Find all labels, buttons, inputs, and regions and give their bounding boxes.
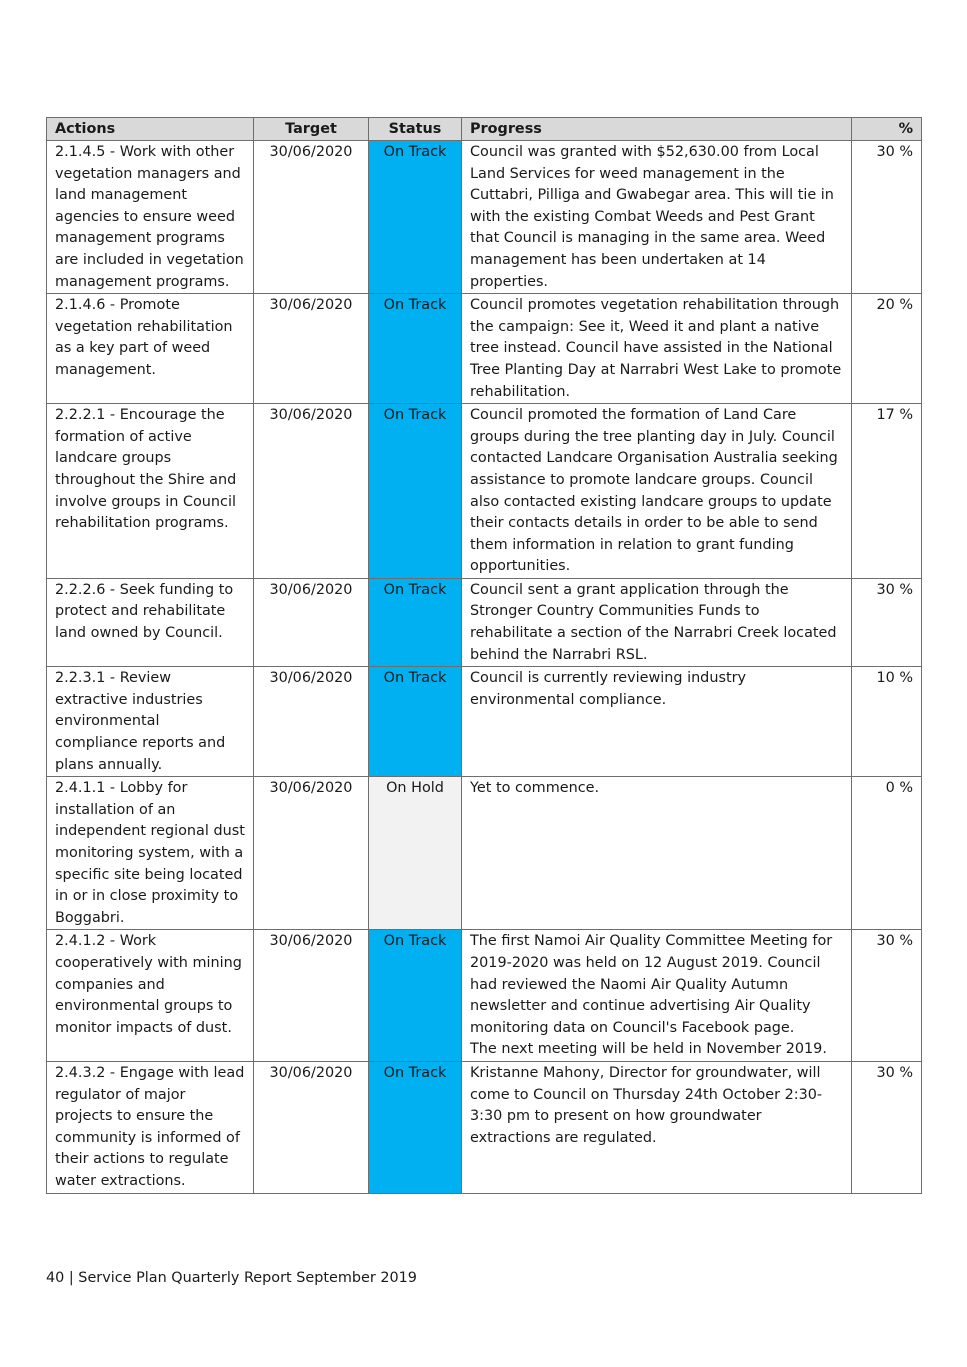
status-cell: On Track xyxy=(369,667,462,777)
action-cell: 2.2.3.1 - Review extractive industries environmental compliance reports and plans annually. xyxy=(47,667,254,777)
target-cell: 30/06/2020 xyxy=(254,777,369,930)
progress-cell: Council was granted with $52,630.00 from Local Land Services for weed management in the Cuttabri, Pilliga and Gwabegar area. This will tie in with the existing Combat Weeds and Pest Grant that Council is managing in the same area. Weed management has been undertaken at 14 properties. xyxy=(462,141,852,294)
status-cell: On Track xyxy=(369,578,462,666)
table-row xyxy=(47,404,922,579)
status-cell: On Track xyxy=(369,930,462,1062)
table-row xyxy=(47,578,922,666)
progress-cell: Council sent a grant application through the Stronger Country Communities Funds to rehabilitate a section of the Narrabri Creek located behind the Narrabri RSL. xyxy=(462,578,852,666)
table-header-row xyxy=(47,118,922,141)
progress-cell: Council promoted the formation of Land Care groups during the tree planting day in July. Council contacted Landcare Organisation Australia seeking assistance to promote landcare groups. Council also contacted existing landcare groups to update their contacts details in order to be able to send them information in relation to grant funding opportunities. xyxy=(462,404,852,579)
target-cell: 30/06/2020 xyxy=(254,404,369,579)
action-cell: 2.4.3.2 - Engage with lead regulator of major projects to ensure the community is informed of their actions to regulate water extractions. xyxy=(47,1061,254,1193)
progress-cell: Council promotes vegetation rehabilitation through the campaign: See it, Weed it and plant a native tree instead. Council have assisted in the National Tree Planting Day at Narrabri West Lake to promote rehabilitation. xyxy=(462,294,852,404)
action-cell: 2.2.2.6 - Seek funding to protect and rehabilitate land owned by Council. xyxy=(47,578,254,666)
percent-cell: 20 % xyxy=(852,294,922,404)
header-status: Status xyxy=(369,118,462,141)
percent-cell: 17 % xyxy=(852,404,922,579)
status-cell: On Track xyxy=(369,141,462,294)
percent-cell: 30 % xyxy=(852,578,922,666)
progress-cell: Kristanne Mahony, Director for groundwater, will come to Council on Thursday 24th October 2:30-3:30 pm to present on how groundwater extractions are regulated. xyxy=(462,1061,852,1193)
target-cell: 30/06/2020 xyxy=(254,667,369,777)
target-cell: 30/06/2020 xyxy=(254,294,369,404)
status-cell: On Track xyxy=(369,294,462,404)
percent-cell: 30 % xyxy=(852,930,922,1062)
target-cell: 30/06/2020 xyxy=(254,578,369,666)
action-cell: 2.1.4.5 - Work with other vegetation managers and land management agencies to ensure weed management programs are included in vegetation management programs. xyxy=(47,141,254,294)
table-row xyxy=(47,930,922,1062)
table-row xyxy=(47,777,922,930)
header-target: Target xyxy=(254,118,369,141)
service-plan-table xyxy=(46,117,922,1194)
table-row xyxy=(47,1061,922,1193)
progress-cell: The first Namoi Air Quality Committee Meeting for 2019-2020 was held on 12 August 2019. Council had reviewed the Naomi Air Quality Autumn newsletter and continue advertising Air Quality monitoring data on Council's Facebook page. The next meeting will be held in November 2019. xyxy=(462,930,852,1062)
table-row xyxy=(47,294,922,404)
header-progress: Progress xyxy=(462,118,852,141)
percent-cell: 10 % xyxy=(852,667,922,777)
target-cell: 30/06/2020 xyxy=(254,141,369,294)
header-actions: Actions xyxy=(47,118,254,141)
table-row xyxy=(47,141,922,294)
status-cell: On Track xyxy=(369,404,462,579)
table-row xyxy=(47,667,922,777)
status-cell: On Track xyxy=(369,1061,462,1193)
target-cell: 30/06/2020 xyxy=(254,1061,369,1193)
progress-cell: Council is currently reviewing industry environmental compliance. xyxy=(462,667,852,777)
header-percent: % xyxy=(852,118,922,141)
action-cell: 2.4.1.2 - Work cooperatively with mining companies and environmental groups to monitor impacts of dust. xyxy=(47,930,254,1062)
action-cell: 2.2.2.1 - Encourage the formation of active landcare groups throughout the Shire and involve groups in Council rehabilitation programs. xyxy=(47,404,254,579)
target-cell: 30/06/2020 xyxy=(254,930,369,1062)
page-footer: 40 | Service Plan Quarterly Report September 2019 xyxy=(46,1270,417,1286)
progress-cell: Yet to commence. xyxy=(462,777,852,930)
action-cell: 2.4.1.1 - Lobby for installation of an independent regional dust monitoring system, with a specific site being located in or in close proximity to Boggabri. xyxy=(47,777,254,930)
percent-cell: 0 % xyxy=(852,777,922,930)
percent-cell: 30 % xyxy=(852,1061,922,1193)
status-cell: On Hold xyxy=(369,777,462,930)
action-cell: 2.1.4.6 - Promote vegetation rehabilitation as a key part of weed management. xyxy=(47,294,254,404)
percent-cell: 30 % xyxy=(852,141,922,294)
